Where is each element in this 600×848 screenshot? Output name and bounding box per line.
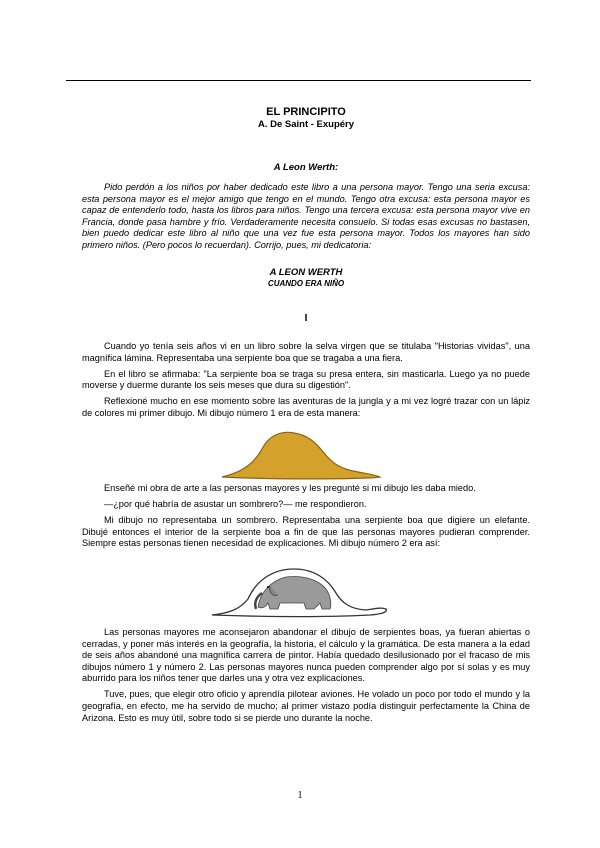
drawing-2-boa-elephant [210, 563, 390, 621]
dedication-subtitle [82, 267, 530, 289]
body-section-1 [82, 341, 530, 424]
elephant-shape [255, 577, 331, 610]
book-title: EL PRINCIPITO [266, 106, 346, 118]
paragraph: Tuve, pues, que elegir otro oficio y aprendía pilotear aviones. He volado un poco por todo el mundo y la geografía, en efecto, me ha servido de mucho; al primer vistazo podía distinguir perfectamente la China de Arizona. Esto es muy útil, sobre todo si se pierde uno durante la noche. [82, 689, 530, 723]
dedication-text: Pido perdón a los niños por haber dedicado este libro a una persona mayor. Tengo una seria excusa: esta persona mayor es el mejor amigo que tengo en el mundo. Tengo otra excusa: esta persona mayor es capaz de entenderlo todo, hasta los libros para niños. Tengo una tercera excusa: esta persona mayor vive en Francia, donde pasa hambre y frío. Verdaderamente necesita consuelo. Si todas esas excusas no bastasen, bien puedo dedicar este libro al niño que una vez fue esta persona mayor. Todos los mayores han sido primero niños. (Pero pocos lo recuerdan). Corrijo, pues, mi dedicatoria: [82, 182, 530, 250]
boa-hat-shape [222, 432, 380, 479]
top-rule [66, 80, 531, 81]
paragraph: Enseñé mi obra de arte a las personas mayores y les pregunté si mi dibujo les daba miedo. [104, 483, 476, 493]
paragraph: —¿por qué habría de asustar un sombrero?— me respondieron. [104, 499, 367, 510]
paragraph: Reflexioné mucho en ese momento sobre las aventuras de la jungla y a mi vez logré trazar con un lápiz de colores mi primer dibujo. Mi dibujo número 1 era de esta manera: [82, 396, 530, 418]
book-author: A. De Saint - Exupéry [257, 119, 355, 130]
body-section-2 [82, 483, 530, 554]
paragraph: En el libro se afirmaba: "La serpiente boa se traga su presa entera, sin masticarla. Luego ya no puede moverse y duerme durante los seis meses que dura su digestión". [82, 368, 530, 391]
dedication-subtitle-2: CUANDO ERA NIÑO [267, 279, 345, 288]
title-block [82, 106, 530, 131]
dedication-subtitle-1: A LEON WERTH [269, 267, 343, 278]
drawing-1-boa-hat [218, 427, 382, 481]
body-section-3 [82, 627, 530, 729]
paragraph: Cuando yo tenía seis años vi en un libro sobre la selva virgen que se titulaba "Historias vividas", una magnífica lámina. Representaba una serpiente boa que se tragaba a una fiera. [82, 341, 530, 363]
paragraph: Las personas mayores me aconsejaron abandonar el dibujo de serpientes boas, ya fueran abiertas o cerradas, y poner más interés en la geografía, la historia, el cálculo y la gramática. De esta manera a la edad de seis años abandoné una magnífica carrera de pintor. Había quedado desilusionado por el fracaso de mis dibujos número 1 y número 2. Las personas mayores nunca pueden comprender algo por sí solas y es muy aburrido para los niños tener que darles una y otra vez explicaciones. [82, 627, 530, 684]
dedication-heading: A Leon Werth: [273, 162, 339, 173]
page-number: 1 [297, 790, 303, 801]
paragraph: Mi dibujo no representaba un sombrero. Representaba una serpiente boa que digiere un elefante. Dibujé entonces el interior de la serpiente boa a fin de que las personas mayores pudieran comprender. Siempre estas personas tienen necesidad de explicaciones. Mi dibujo número 2 era así: [82, 515, 530, 549]
chapter-number: I [304, 313, 308, 324]
